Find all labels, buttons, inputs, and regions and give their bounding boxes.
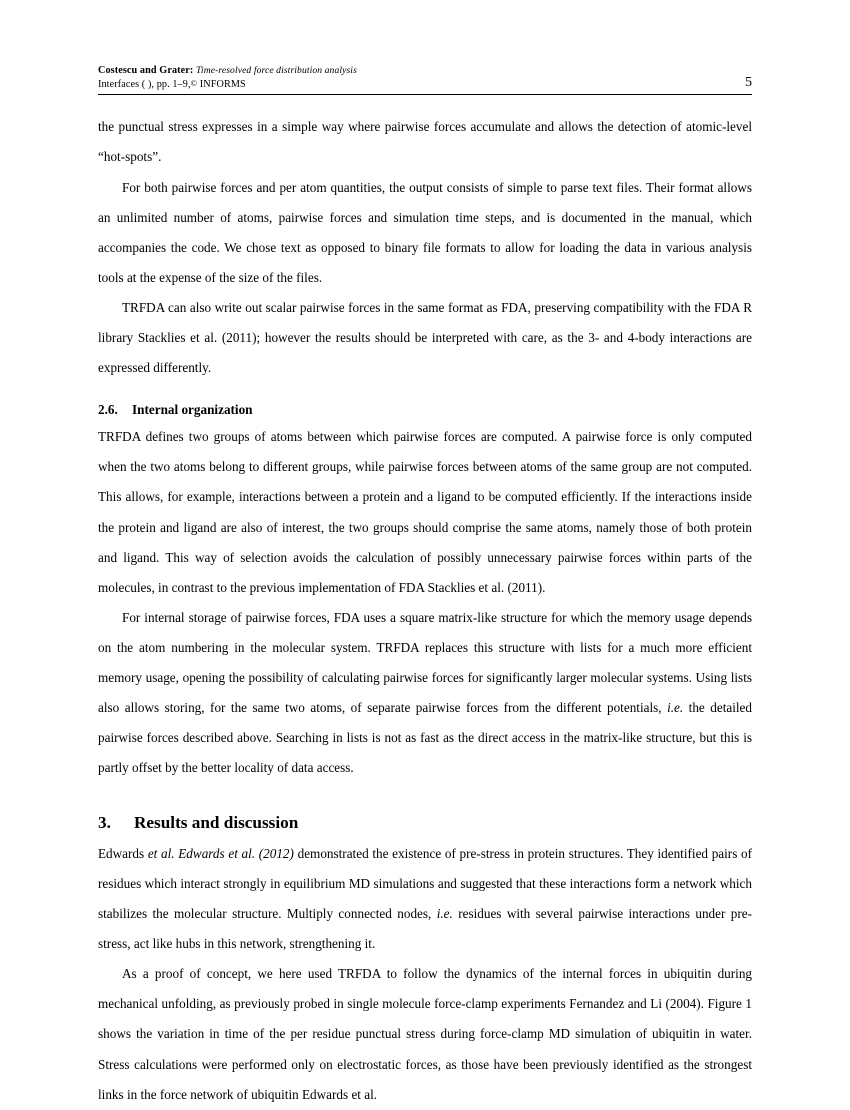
copyright-icon: ©: [190, 79, 198, 89]
paragraph-scalar-forces: TRFDA can also write out scalar pairwise forces in the same format as FDA, preserving compatibility with the FDA R library Stacklies et al. (2011); however the results should be interpreted with care, as the 3- and 4-body interactions are expressed differently.: [98, 299, 752, 376]
paragraph-edwards-citation: et al. Edwards et al. (2012): [147, 845, 294, 861]
paragraph-continuation: the punctual stress expresses in a simple way where pairwise forces accumulate and allows the detection of atomic-level “hot-spots”.: [98, 119, 752, 165]
paragraph-groups-of-atoms: TRFDA defines two groups of atoms between which pairwise forces are computed. A pairwise force is only computed when the two atoms belong to different groups, while pairwise forces between atoms of the same group are not computed. This allows, for example, interactions between a protein and a ligand to be computed efficiently. If the interactions inside the protein and ligand are also of interest, the two groups should comprise the same atoms, namely those of both protein and ligand. This way of selection avoids the calculation of possibly unnecessary pairwise forces within parts of the molecules, in contrast to the previous implementation of FDA Stacklies et al. (2011).: [98, 429, 752, 595]
paragraph-edwards-emphasis: i.e.: [436, 906, 453, 922]
paragraph-internal-storage-part-2: the detailed pairwise forces described above. Searching in lists is not as fast as the direct access in the matrix-like structure, but this is partly offset by the better locality of data access.: [98, 700, 753, 776]
subsection-title: Internal organization: [132, 402, 253, 418]
section-heading-results-and-discussion: [98, 809, 752, 837]
running-header-journal: Interfaces ( ), pp. 1–9,: [98, 79, 191, 91]
running-header-text: [98, 64, 357, 91]
paragraph-edwards-part-2: demonstrated the existence of pre-stress in protein structures. They identified pairs of residues which interact strongly in equilibrium MD simulations and suggested that these interactions form a network which stabilizes the molecular structure. Multiply connected nodes,: [98, 845, 752, 922]
page-number: 5: [745, 75, 752, 91]
paragraph-internal-storage-emphasis: i.e.: [667, 700, 684, 716]
paragraph-internal-storage: [98, 603, 752, 784]
paragraph-output-format: For both pairwise forces and per atom quantities, the output consists of simple to parse text files. Their format allows an unlimited number of atoms, pairwise forces and simulation time steps, and is documented in the manual, which accompanies the code. We chose text as opposed to binary file formats to allow for loading the data in various analysis tools at the expense of the size of the files.: [98, 179, 752, 285]
section-number: 3.: [98, 813, 111, 833]
running-header-article-title: Time-resolved force distribution analysis: [196, 65, 357, 76]
running-header-line-2: [98, 78, 357, 91]
running-header-line-1: [98, 64, 357, 77]
paragraph-edwards-part-1: Edwards: [98, 845, 148, 861]
paragraph-edwards-prestress: [98, 839, 752, 959]
body-column: [98, 112, 752, 1109]
section-title: Results and discussion: [134, 813, 299, 833]
running-header-publisher: INFORMS: [199, 79, 246, 91]
paragraph-edwards-part-3: residues with several pairwise interactions under pre-stress, act like hubs in this network, strengthening it.: [98, 906, 752, 952]
running-header-authors: Costescu and Grater:: [98, 65, 194, 76]
header-rule: [98, 94, 752, 95]
paragraph-internal-storage-part-1: For internal storage of pairwise forces, FDA uses a square matrix-like structure for which the memory usage depends on the atom numbering in the molecular system. TRFDA replaces this structure with lists for a much more efficient memory usage, opening the possibility of calculating pairwise forces for significantly larger molecular systems. Using lists also allows storing, for the same two atoms, of separate pairwise forces from the different potentials,: [98, 609, 752, 716]
subsection-heading-internal-organization: [98, 399, 752, 420]
subsection-number: 2.6.: [98, 402, 118, 418]
running-header: [98, 64, 752, 95]
paragraph-proof-of-concept: As a proof of concept, we here used TRFDA to follow the dynamics of the internal forces in ubiquitin during mechanical unfolding, as previously probed in single molecule force-clamp experiments Fernandez and Li (2004). Figure 1 shows the variation in time of the per residue punctual stress during force-clamp MD simulation of ubiquitin in water. Stress calculations were performed only on electrostatic forces, as those have been previously identified as the strongest links in the force network of ubiquitin Edwards et al.: [98, 966, 752, 1102]
